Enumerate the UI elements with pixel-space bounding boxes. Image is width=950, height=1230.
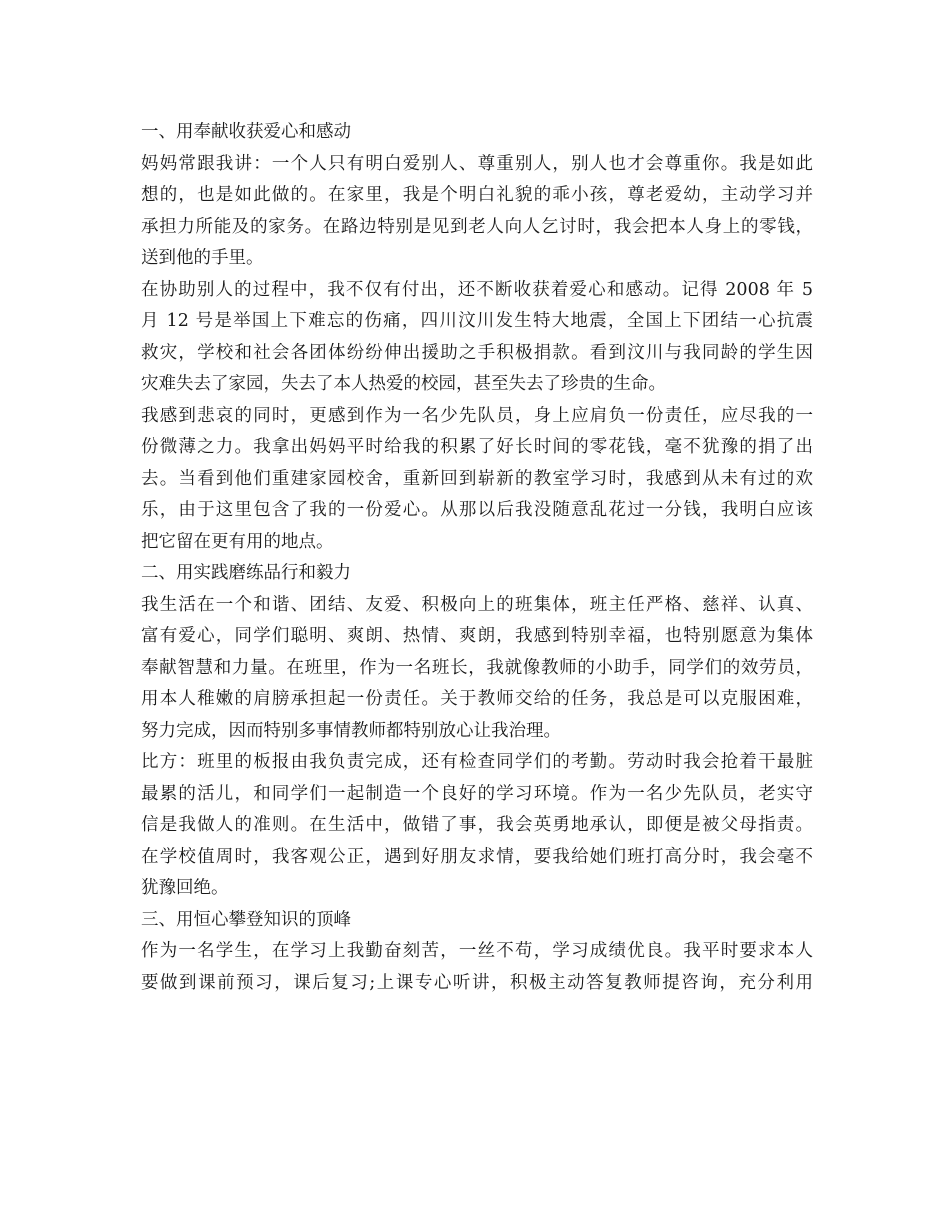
text-line: 乐，由于这里包含了我的一份爱心。从那以后我没随意乱花过一分钱，我明白应该 xyxy=(141,500,813,520)
text-line: 富有爱心，同学们聪明、爽朗、热情、爽朗，我感到特别幸福，也特别愿意为集体 xyxy=(141,626,813,646)
text-line: 去。当看到他们重建家园校舍，重新回到崭新的教室学习时，我感到从未有过的欢 xyxy=(141,468,813,489)
text-line: 最累的活儿，和同学们一起制造一个良好的学习环境。作为一名少先队员，老实守 xyxy=(141,783,813,804)
text-line: 月 12 号是举国上下难忘的伤痛，四川汶川发生特大地震，全国上下团结一心抗震 xyxy=(141,311,813,331)
text-line: 把它留在更有用的地点。 xyxy=(141,531,334,552)
text-line: 我感到悲哀的同时，更感到作为一名少先队员，身上应肩负一份责任，应尽我的一 xyxy=(141,405,813,426)
text-line: 妈妈常跟我讲：一个人只有明白爱别人、尊重别人，别人也才会尊重你。我是如此 xyxy=(141,153,813,174)
text-line: 努力完成，因而特别多事情教师都特别放心让我治理。 xyxy=(141,720,561,741)
text-line: 送到他的手里。 xyxy=(141,248,264,268)
text-line: 信是我做人的准则。在生活中，做错了事，我会英勇地承认，即便是被父母指责。 xyxy=(141,815,813,835)
section-heading-1: 一、用奉献收获爱心和感动 xyxy=(141,122,351,142)
text-line: 犹豫回绝。 xyxy=(141,878,229,898)
text-line: 我生活在一个和谐、团结、友爱、积极向上的班集体，班主任严格、慈祥、认真、 xyxy=(141,594,813,615)
text-line: 奉献智慧和力量。在班里，作为一名班长，我就像教师的小助手，同学们的效劳员， xyxy=(141,657,813,678)
text-line: 份微薄之力。我拿出妈妈平时给我的积累了好长时间的零花钱，毫不犹豫的捐了出 xyxy=(141,437,813,457)
text-line: 在协助别人的过程中，我不仅有付出，还不断收获着爱心和感动。记得 2008 年 5 xyxy=(141,279,813,300)
text-line: 作为一名学生，在学习上我勤奋刻苦，一丝不苟，学习成绩优良。我平时要求本人 xyxy=(141,941,813,961)
text-line: 要做到课前预习，课后复习;上课专心听讲，积极主动答复教师提咨询，充分利用 xyxy=(141,972,813,993)
text-line: 灾难失去了家园，失去了本人热爱的校园，甚至失去了珍贵的生命。 xyxy=(141,374,666,394)
section-heading-2: 二、用实践磨练品行和毅力 xyxy=(141,563,351,583)
text-line: 用本人稚嫩的肩膀承担起一份责任。关于教师交给的任务，我总是可以克服困难， xyxy=(141,689,813,709)
text-line: 承担力所能及的家务。在路边特别是见到老人向人乞讨时，我会把本人身上的零钱， xyxy=(141,216,813,237)
document-body xyxy=(141,117,813,999)
text-line: 救灾，学校和社会各团体纷纷伸出援助之手积极捐款。看到汶川与我同龄的学生因 xyxy=(141,342,813,363)
text-line: 在学校值周时，我客观公正，遇到好朋友求情，要我给她们班打高分时，我会毫不 xyxy=(141,846,813,867)
text-line: 想的，也是如此做的。在家里，我是个明白礼貌的乖小孩，尊老爱幼，主动学习并 xyxy=(141,185,813,205)
section-heading-3: 三、用恒心攀登知识的顶峰 xyxy=(141,909,351,930)
text-line: 比方：班里的板报由我负责完成，还有检查同学们的考勤。劳动时我会抢着干最脏 xyxy=(141,752,813,772)
